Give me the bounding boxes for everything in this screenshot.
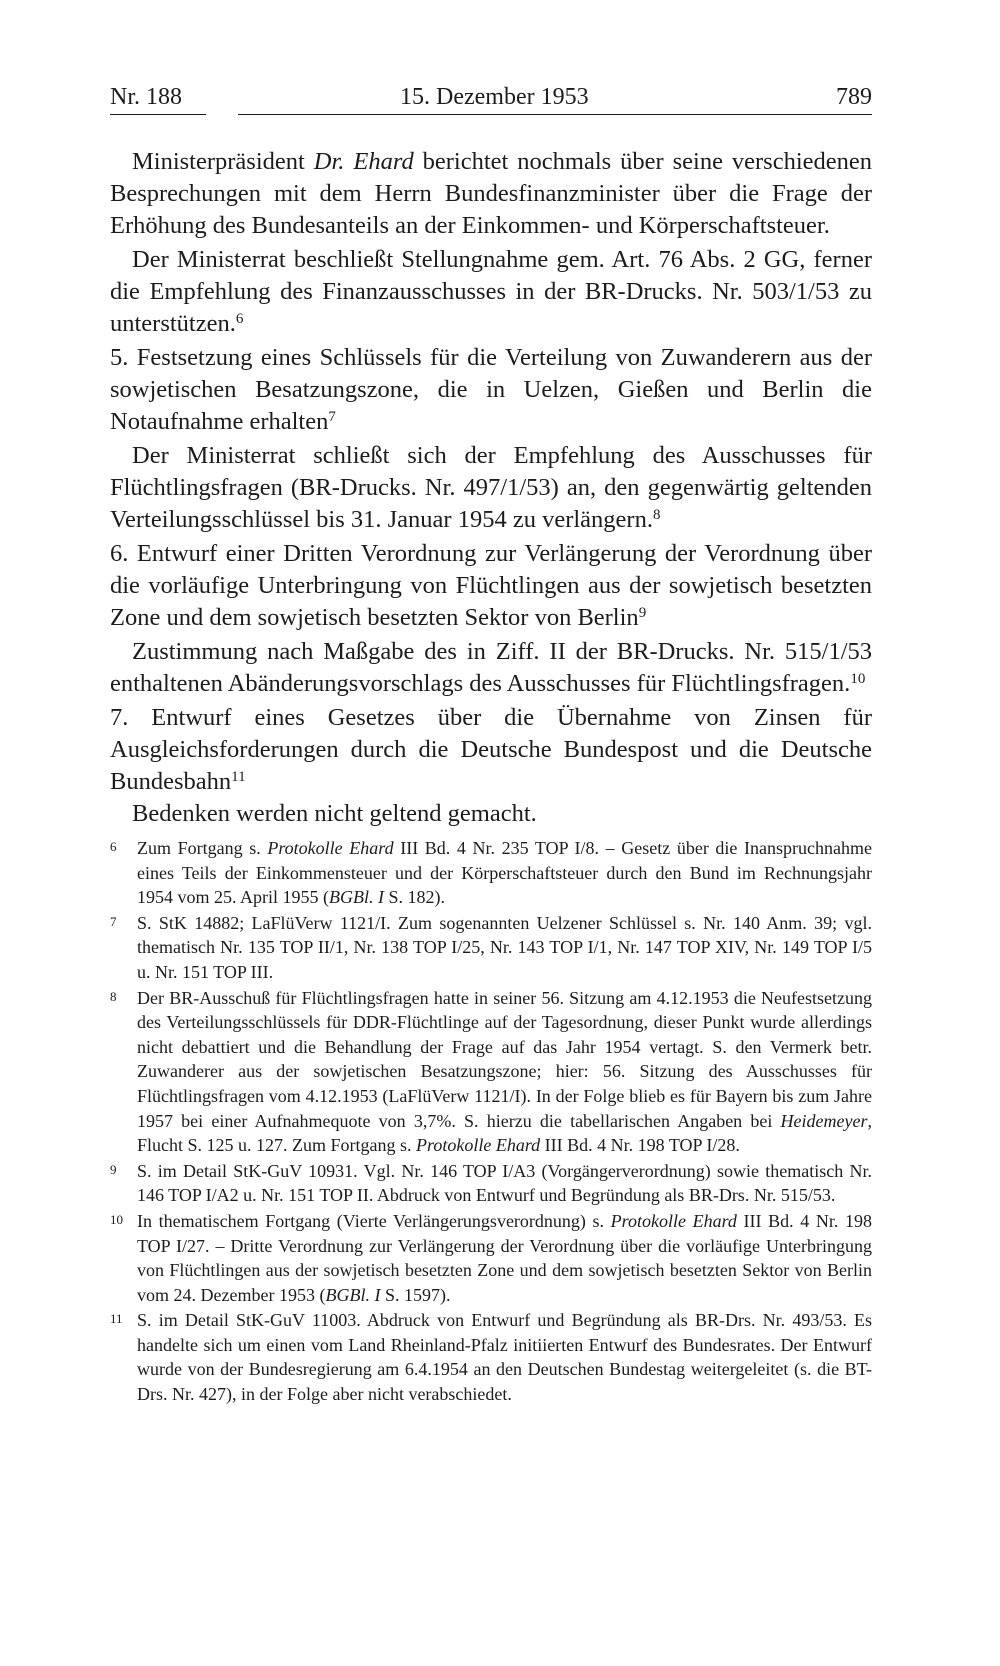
footnote-11 [110, 1308, 872, 1406]
text-run: S. StK 14882; LaFlüVerw 1121/I. Zum sogenannten Uelzener Schlüssel s. Nr. 140 Anm. 39; vgl. thematisch Nr. 135 TOP II/1, Nr. 138 TOP I/25, Nr. 143 TOP I/1, Nr. 147 TOP XIV, Nr. 149 TOP I/5 u. Nr. 151 TOP III. [137, 912, 872, 982]
running-header [110, 84, 872, 120]
footnote-number: 10 [110, 1211, 123, 1227]
source-title: Protokolle Ehard [610, 1210, 737, 1231]
text-run: S. im Detail StK-GuV 10931. Vgl. Nr. 146 TOP I/A3 (Vorgängerverordnung) sowie thematisch Nr. 146 TOP I/A2 u. Nr. 151 TOP II. Abdruck von Entwurf und Begründung als BR-Drs. Nr. 515/53. [137, 1160, 872, 1206]
text-run: III Bd. 4 Nr. 235 TOP I/8. – Gesetz über die Inanspruchnahme eines Teils der Einkommensteuer und der Körperschaftsteuer durch den Bund im Rechnungsjahr 1954 vom 25. April 1955 ( [137, 838, 872, 908]
agenda-heading: 6. Entwurf einer Dritten Verordnung zur Verlängerung der Verordnung über die vorläufige Unterbringung von Flüchtlingen aus der sowjetisch besetzten Zone und dem sowjetisch besetzten Sektor von Berlin [110, 540, 872, 631]
author-name: Heidemeyer [780, 1110, 868, 1131]
header-date: 15. Dezember 1953 [400, 84, 589, 110]
header-rule-left [110, 114, 206, 115]
source-title: Protokolle Ehard [416, 1135, 541, 1156]
source-title: BGBl. I [329, 887, 384, 908]
footnote-ref[interactable]: 6 [235, 311, 244, 327]
footnote-number: 7 [110, 913, 117, 929]
footnote-ref[interactable]: 7 [328, 409, 336, 425]
footnote-ref[interactable]: 10 [850, 671, 866, 687]
footnote-10 [110, 1209, 872, 1307]
text-run: Ministerpräsident [132, 148, 314, 175]
header-rule-right [238, 114, 872, 115]
text-run: In thematischem Fortgang (Vierte Verlängerungsverordnung) s. [137, 1210, 611, 1231]
footnote-8 [110, 986, 872, 1158]
agenda-heading: 7. Entwurf eines Gesetzes über die Übernahme von Zinsen für Ausgleichsforderungen durch die Deutsche Bundespost und die Deutsche Bundesbahn [110, 704, 872, 795]
agenda-item-7 [110, 702, 872, 798]
paragraph-decision-4 [110, 798, 872, 830]
footnote-ref[interactable]: 11 [231, 769, 246, 785]
text-run: berichtet nochmals über seine verschiedenen Besprechungen mit dem Herrn Bundesfinanzminister über die Frage der Erhöhung des Bundesanteils an der Einkommen- und Körperschaftsteuer. [110, 148, 873, 239]
text-run: S. im Detail StK-GuV 11003. Abdruck von Entwurf und Begründung als BR-Drs. Nr. 493/53. Es handelte sich um einen vom Land Rheinland-Pfalz initiierten Entwurf des Bundesrates. Der Entwurf wurde von der Bundesregierung am 6.4.1954 an den Deutschen Bundestag weitergeleitet (s. die BT-Drs. Nr. 427), in der Folge aber nicht verabschiedet. [137, 1310, 872, 1405]
agenda-item-6 [110, 538, 872, 634]
document-number: Nr. 188 [110, 84, 182, 110]
text-run: III Bd. 4 Nr. 198 TOP I/27. – Dritte Verordnung zur Verlängerung der Verordnung über die vorläufige Unterbringung von Flüchtlingen aus der sowjetisch besetzten Zone und dem sowjetisch besetzten Sektor von Berlin vom 24. Dezember 1953 ( [137, 1210, 872, 1305]
footnote-ref[interactable]: 8 [652, 507, 661, 523]
footnotes [110, 836, 872, 1407]
agenda-heading: 5. Festsetzung eines Schlüssels für die Verteilung von Zuwanderern aus der sowjetischen Besatzungszone, die in Uelzen, Gießen und Berlin die Notaufnahme erhalten [110, 344, 872, 435]
text-run: Der Ministerrat schließt sich der Empfehlung des Ausschusses für Flüchtlingsfragen (BR-Drucks. Nr. 497/1/53) an, den gegenwärtig geltenden Verteilungsschlüssel bis 31. Januar 1954 zu verlängern. [110, 442, 872, 533]
text-run: III Bd. 4 Nr. 198 TOP I/28. [540, 1135, 740, 1156]
footnote-number: 8 [110, 988, 117, 1004]
paragraph-decision-1 [110, 244, 872, 340]
text-run: Der BR-Ausschuß für Flüchtlingsfragen hatte in seiner 56. Sitzung am 4.12.1953 die Neufestsetzung des Verteilungsschlüssels für DDR-Flüchtlinge auf der Tagesordnung, dieser Punkt wurde allerdings nicht debattiert und die Behandlung der Frage auf das Jahr 1954 vertagt. S. den Vermerk betr. Zuwanderer aus der sowjetischen Besatzungszone; hier: 56. Sitzung des Ausschusses für Flüchtlingsfragen vom 4.12.1953 (LaFlüVerw 1121/I). In der Folge blieb es für Bayern bis zum Jahre 1957 bei einer Aufnahmequote von 3,7%. S. hierzu die tabellarischen Angaben bei [137, 987, 872, 1131]
text-run: Zustimmung nach Maßgabe des in Ziff. II der BR-Drucks. Nr. 515/1/53 enthaltenen Abänderungsvorschlags des Ausschusses für Flüchtlingsfragen. [110, 638, 872, 697]
text-run: , Flucht S. 125 u. 127. Zum Fortgang s. [137, 1110, 872, 1156]
page-number: 789 [836, 84, 872, 110]
source-title: Protokolle Ehard [267, 838, 394, 858]
footnote-9 [110, 1159, 872, 1208]
agenda-item-5 [110, 342, 872, 438]
text-run: Der Ministerrat beschließt Stellungnahme gem. Art. 76 Abs. 2 GG, ferner die Empfehlung des Finanzausschusses in der BR-Drucks. Nr. 503/1/53 zu unterstützen. [110, 246, 872, 337]
text-run: Zum Fortgang s. [137, 838, 268, 858]
footnote-number: 9 [110, 1161, 117, 1177]
footnote-6 [110, 836, 872, 910]
footnote-number: 6 [110, 839, 117, 854]
person-name: Dr. Ehard [313, 148, 414, 175]
footnote-number: 11 [110, 1311, 123, 1327]
footnote-ref[interactable]: 9 [638, 605, 647, 621]
source-title: BGBl. I [325, 1284, 381, 1305]
main-text [110, 146, 872, 830]
paragraph-decision-3 [110, 636, 872, 700]
text-run: S. 1597). [380, 1284, 451, 1305]
paragraph-ehard-report [110, 146, 872, 242]
text-run: Bedenken werden nicht geltend gemacht. [132, 800, 537, 827]
text-run: S. 182). [383, 887, 445, 908]
footnote-7 [110, 911, 872, 985]
paragraph-decision-2 [110, 440, 872, 536]
